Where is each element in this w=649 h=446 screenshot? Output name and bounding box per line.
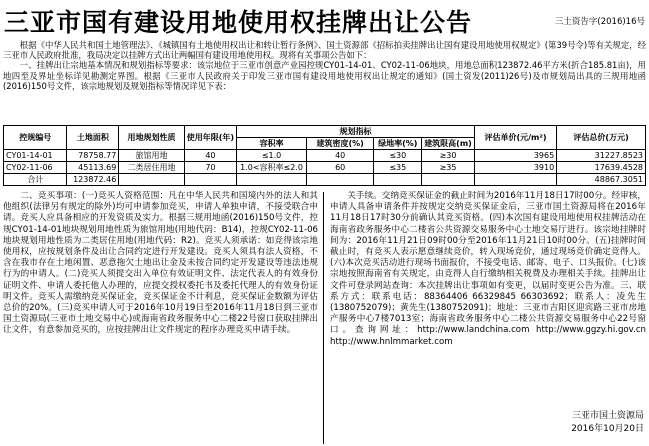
- signature-org: 三亚市国土资源局: [571, 411, 644, 421]
- cell-purpose: 旅馆用地: [119, 150, 184, 162]
- header-plan-group: 规划指标: [237, 126, 475, 138]
- body-paragraph: 关手续。交纳竞买保证金的截止时间为2016年11月18日17时00分。经审核，申请人具备申请条件并按规定交纳竞买保证金后，三亚市国土资源局将在2016年11月18日17时30分前确认其竞买资格。(四)本次国有建设用地使用权挂牌活动在海南省政务服务中心二楼省公共资源交易服务中心土地交易厅进行。该宗地挂牌时间为：2016年11月21日09时00分至2016年11月21日10时00分。(五)挂牌时间截止时，有竞买人表示愿意继续竞价，转入现场竞价，通过现场竞价确定竞得人。(六)本次竞买活动进行现场书面报价，不接受电话、邮寄、电子、口头报价。(七)该宗地按照海南省有关规定，由竞得人自行缴纳相关税费及办理相关手续。挂牌出让文件可登录网站查询：本次挂牌出让事项如有变更，以届时变更公告为准。三、联系方式：联系电话：88364406 66329845 66303692；联系人：凌先生(1380752079)；黄先生(1380752091)；地址：三亚市吉阳区迎宾路三亚市房地产服务中心7楼7013室；海南省政务服务中心二楼公共资源交易服务中心22号窗口。查询网址：http://www.landchina.com http://www.ggzy.hi.gov.cn http://www.hnlmmarket.com: [330, 191, 646, 347]
- cell-area: 45113.69: [67, 162, 119, 174]
- table-header-row: [4, 126, 646, 138]
- body-left-column: [3, 191, 318, 444]
- header-green: 绿地率(%): [374, 138, 422, 150]
- signature-date: 2016年10月20日: [571, 424, 644, 434]
- cell-empty: [307, 174, 374, 186]
- page-title: 三亚市国有建设用地使用权挂牌出让公告: [4, 8, 473, 37]
- cell-density: 40: [307, 150, 374, 162]
- header-area: 土地面积: [67, 126, 119, 150]
- cell-total-label: 合计: [4, 174, 67, 186]
- cell-height: ≥35: [422, 162, 475, 174]
- cell-years: 40: [184, 150, 236, 162]
- cell-empty: [374, 174, 422, 186]
- table-total-row: [4, 174, 646, 186]
- header-unit-price: 评估单价(元/m²): [474, 126, 556, 150]
- body-right-column: [330, 191, 646, 391]
- column-divider: [323, 192, 324, 444]
- cell-unit-price: 3910: [474, 162, 556, 174]
- cell-purpose: 二类居住用地: [119, 162, 184, 174]
- table-row: [4, 162, 646, 174]
- cell-total-price: 17639.4528: [557, 162, 646, 174]
- cell-empty: [422, 174, 475, 186]
- cell-green: ≤35: [374, 162, 422, 174]
- land-plot-table: [3, 125, 646, 186]
- intro-section: [3, 40, 646, 91]
- header-far: 容积率: [237, 138, 307, 150]
- body-paragraph: 二、竞买事项：(一)竞买人资格范围：凡在中华人民共和国境内外的法人和其他组织(法律另有规定的除外)均可申请参加竞买，申请人单独申请，不接受联合申请。竞买人应具备相应的开发资质及实力。根据三规用地函(2016)150号文件，控规CY01-14-01地块规划用地性质为旅馆用地(用地代码：B14)，控规CY02-11-06地块规划用地性质为二类居住用地(用地代码：R2)。竞买人须承诺：如竞得该宗地使用权，应按规划条件及出让合同约定进行开发建设。竞买人须具有法人资格，不含在我市存在土地闲置、恶意拖欠土地出让金及未按合同约定开发建设等违法违规行为的申请人。(二)竞买人须提交出入单位有效证明文件、法定代表人的有效身份证明文件、申请人委托他人办理的，应提交授权委托书及委托代理人的有效身份证明文件。竞买人需缴纳竞买保证金，竞买保证金不计利息，竞买保证金数额为评估总价的20%。(三)竞买申请人可于2016年10月19日至2016年11月18日到三亚市国土资源局(三亚市土地交易中心)或海南省政务服务中心二楼22号窗口获取挂牌出让文件，有意参加竞买的，应按挂牌出让文件规定的程序办理竞买申请手续。: [3, 191, 318, 336]
- header-density: 建筑密度(%): [307, 138, 374, 150]
- cell-total-area: 123872.46: [67, 174, 119, 186]
- header-total-price: 评估总价(万元): [557, 126, 646, 150]
- cell-far: 1.0<容积率≤2.0: [237, 162, 307, 174]
- header-years: 使用年限(年): [184, 126, 236, 150]
- cell-years: 70: [184, 162, 236, 174]
- cell-plot-no: CY01-14-01: [4, 150, 67, 162]
- cell-empty: [237, 174, 307, 186]
- document-number: 三土资告字(2016)16号: [554, 17, 645, 27]
- cell-empty: [184, 174, 236, 186]
- cell-empty: [119, 174, 184, 186]
- cell-height: ≥30: [422, 150, 475, 162]
- cell-plot-no: CY02-11-06: [4, 162, 67, 174]
- intro-paragraph: 一、挂牌出让宗地基本情况和规划指标等要求：该宗地位于三亚市创意产业园控规CY01-14-01、CY02-11-06地块，用地总面积123872.46平方米(折合185.81亩)，用地四至及界址坐标详见勘测定界图。根据《三亚市人民政府关于印发三亚市国有建设用地使用权出让规定的通知》(国土资发(2011)26号)及市规划局出具的三规用地函(2016)150号文件，该宗地规划及规划指标等情况详见下表：: [3, 60, 646, 91]
- header-purpose: 用地规划性质: [119, 126, 184, 150]
- cell-total-price: 48867.3051: [557, 174, 646, 186]
- table-row: [4, 150, 646, 162]
- cell-far: ≤1.0: [237, 150, 307, 162]
- cell-total-price: 31227.8523: [557, 150, 646, 162]
- cell-density: 60: [307, 162, 374, 174]
- cell-unit-price: 3965: [474, 150, 556, 162]
- header-height: 建筑限高(m): [422, 138, 475, 150]
- cell-area: 78758.77: [67, 150, 119, 162]
- cell-green: ≤30: [374, 150, 422, 162]
- header-plot-no: 控规编号: [4, 126, 67, 150]
- intro-paragraph: 根据《中华人民共和国土地管理法》、《城镇国有土地使用权出让和转让暂行条例》、国土资源部《招标拍卖挂牌出让国有建设用地使用权规定》(第39号令)等有关规定，经三亚市人民政府批准，我局决定以挂牌方式出让两幅国有建设用地使用权。现将有关事项公告如下：: [3, 40, 646, 61]
- cell-empty: [474, 174, 556, 186]
